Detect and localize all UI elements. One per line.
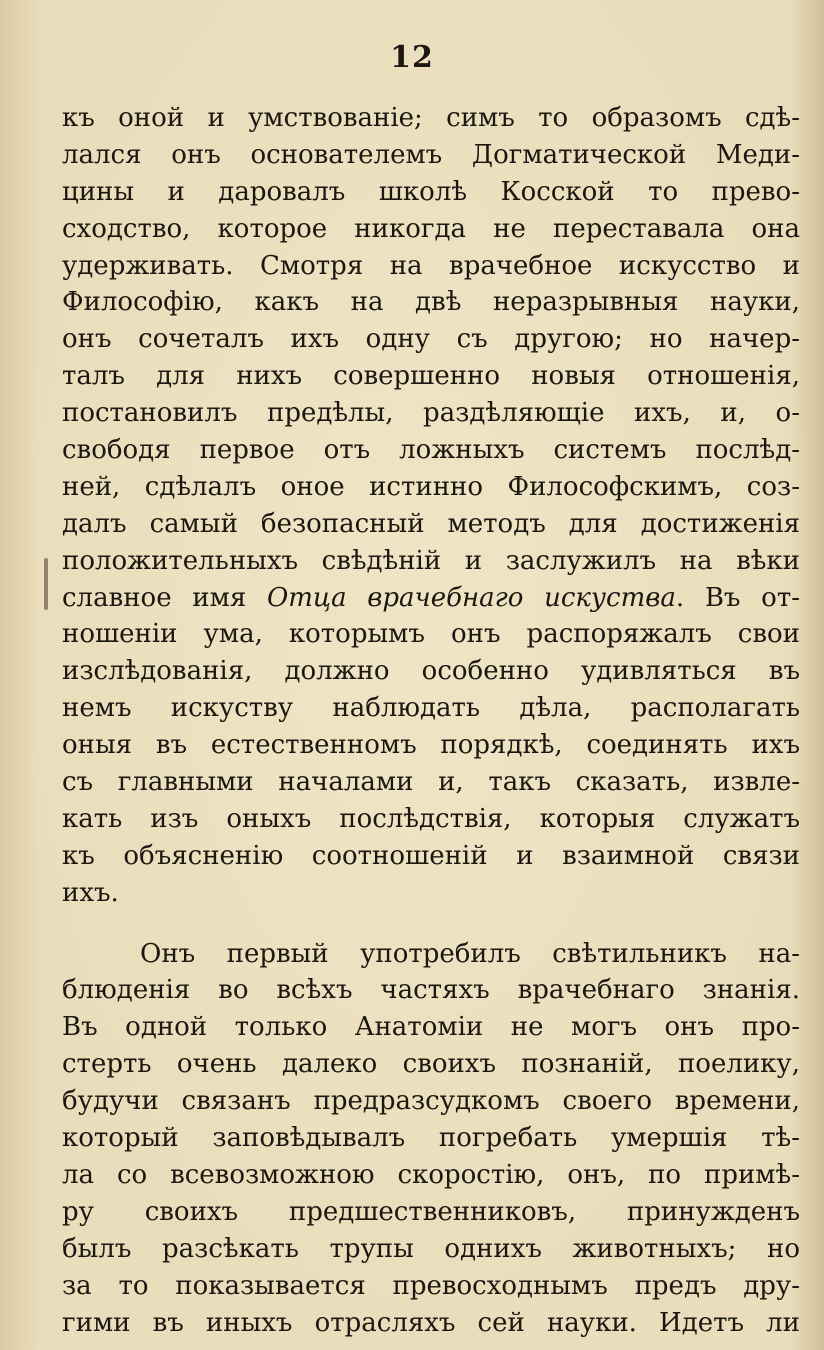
page-number: 12 [390, 40, 434, 75]
text-line: Въ одной только Анатоміи не могъ онъ про- [62, 1012, 800, 1043]
body-text [62, 100, 800, 1341]
text-line: лался онъ основателемъ Догматической Меди- [62, 139, 800, 170]
text-line: ней, сдѣлалъ оное истинно Философскимъ, соз- [62, 471, 800, 502]
text-line: ру своихъ предшественниковъ, принужденъ [62, 1196, 800, 1227]
text-segment: . Въ от- [675, 582, 800, 613]
text-line: сходство, которое никогда не переставала она [62, 213, 800, 244]
paragraph-2 [62, 936, 800, 1342]
text-line: ихъ. [62, 877, 119, 908]
text-line: онъ сочеталъ ихъ одну съ другою; но начер- [62, 324, 800, 355]
text-line: кать изъ оныхъ послѣдствія, которыя служатъ [62, 803, 800, 834]
text-line: который заповѣдывалъ погребать умершія тѣ- [62, 1123, 800, 1154]
text-line: далъ самый безопасный методъ для достиженія [62, 508, 800, 539]
text-line: цины и даровалъ школѣ Косской то прево- [62, 176, 800, 207]
text-line: къ оной и умствованіе; симъ то образомъ сдѣ- [62, 103, 800, 133]
text-line: съ главными началами и, такъ сказать, извле- [62, 767, 800, 798]
text-line: за то показывается превосходнымъ предъ дру- [62, 1270, 800, 1301]
text-line: Философію, какъ на двѣ неразрывныя науки, [62, 287, 800, 318]
paragraph-1 [62, 100, 800, 912]
text-segment: славное имя [62, 582, 267, 613]
text-line: немъ искуству наблюдать дѣла, располагать [62, 693, 800, 724]
text-line: къ объясненію соотношеній и взаимной связи [62, 840, 800, 871]
text-line: Онъ первый употребилъ свѣтильникъ на- [140, 938, 800, 969]
text-line: будучи связанъ предразсудкомъ своего времени, [62, 1086, 800, 1117]
text-line: стерть очень далеко своихъ познаній, поелику, [62, 1049, 800, 1080]
italic-title: Отца врачебнаго искуства [266, 582, 676, 613]
text-line: талъ для нихъ совершенно новыя отношенія, [62, 361, 800, 392]
text-line: былъ разсѣкать трупы однихъ животныхъ; но [62, 1233, 800, 1264]
text-line: положительныхъ свѣдѣній и заслужилъ на вѣки [62, 545, 800, 576]
text-line: постановилъ предѣлы, раздѣляющіе ихъ, и, о- [62, 398, 800, 429]
text-line: ношеніи ума, которымъ онъ распоряжалъ свои [62, 619, 800, 650]
text-line: свободя первое отъ ложныхъ системъ послѣд- [62, 435, 800, 466]
margin-mark [44, 558, 48, 610]
text-line: удерживать. Смотря на врачебное искусство и [62, 250, 800, 281]
text-line: изслѣдованія, должно особенно удивляться въ [62, 656, 800, 687]
text-line: ла со всевозможною скоростію, онъ, по примѣ- [62, 1159, 800, 1190]
text-line: блюденія во всѣхъ частяхъ врачебнаго знанія. [62, 975, 800, 1006]
text-line: гими въ иныхъ отрасляхъ сей науки. Идетъ ли [62, 1307, 800, 1338]
text-line: оныя въ естественномъ порядкѣ, соединять ихъ [62, 730, 800, 761]
text-line-with-italic [62, 580, 800, 617]
